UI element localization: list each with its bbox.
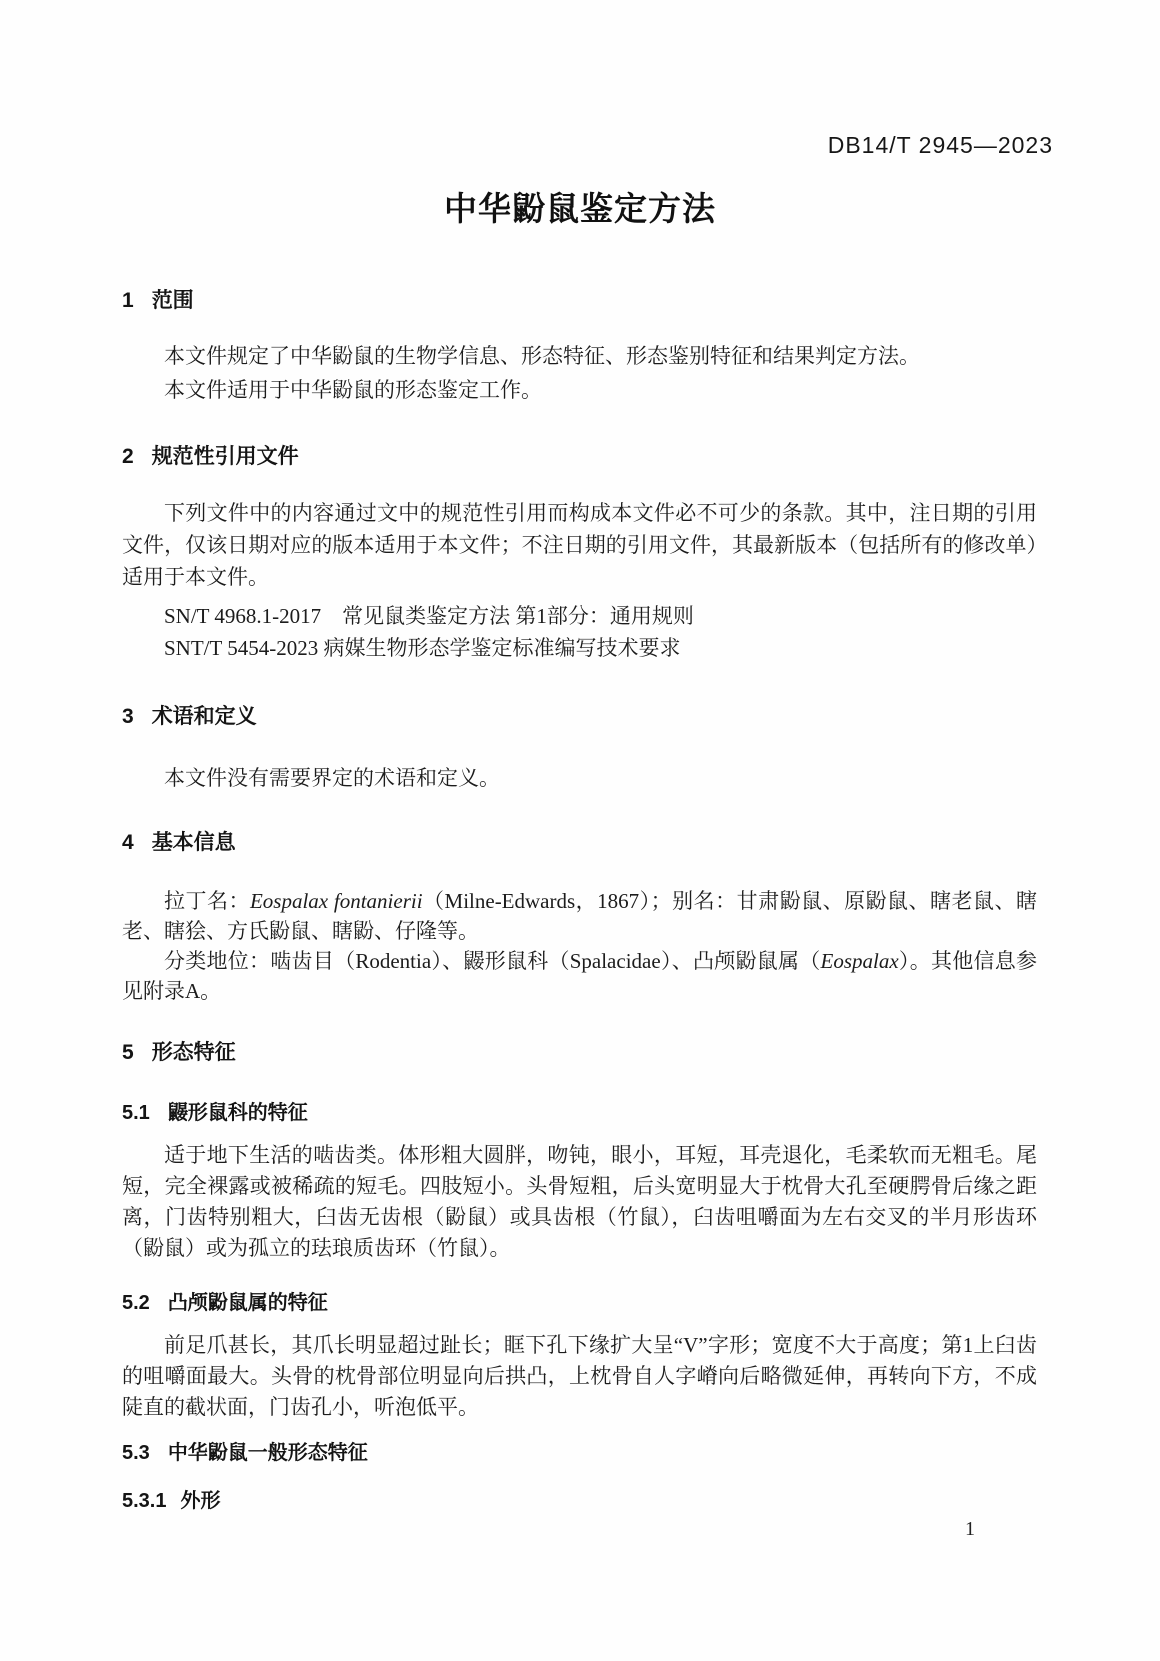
section-5-1-number: 5.1 [122,1102,150,1124]
normative-reference-1: SN/T 4968.1-2017 常见鼠类鉴定方法 第1部分：通用规则 [164,604,694,628]
section-4-title: 基本信息 [151,831,236,854]
section-1-heading [122,284,1038,314]
section-5-heading [122,1036,1038,1066]
section-3-title: 术语和定义 [151,705,257,728]
section-5-1-heading [122,1096,1038,1125]
section-4-paragraph-latin [122,886,1037,946]
section-1-paragraph-1: 本文件规定了中华鼢鼠的生物学信息、形态特征、形态鉴别特征和结果判定方法。 [164,344,920,368]
section-5-1-title: 鼹形鼠科的特征 [167,1102,308,1124]
section-5-2-heading [122,1286,1038,1315]
taxonomy-text-2: ）。其他信息参见附录A。 [122,949,1037,1003]
section-5-3-number: 5.3 [122,1442,150,1464]
section-1-paragraph-2: 本文件适用于中华鼢鼠的形态鉴定工作。 [164,378,542,402]
section-5-2-paragraph-1: 前足爪甚长，其爪长明显超过趾长；眶下孔下缘扩大呈“V”字形；宽度不大于高度；第1上臼齿的咀嚼面最大。头骨的枕骨部位明显向后拱凸，上枕骨自人字嵴向后略微延伸，再转向下方，不成陡直的截状面，门齿孔小，听泡低平。 [122,1333,1037,1419]
section-5-3-heading [122,1436,1038,1465]
section-5-3-1-heading [122,1484,1038,1513]
section-4-number: 4 [122,831,134,854]
section-2-title: 规范性引用文件 [151,445,299,468]
page-number: 1 [965,1518,975,1540]
latin-species-name: Eospalax fontanierii [249,889,423,913]
taxonomy-genus-italic: Eospalax [820,949,899,973]
section-5-2-number: 5.2 [122,1292,150,1314]
latin-name-label: 拉丁名： [164,889,250,913]
document-title: 中华鼢鼠鉴定方法 [444,190,716,227]
latin-name-rest: （Milne-Edwards，1867）；别名：甘肃鼢鼠、原鼢鼠、瞎老鼠、瞎老、瞎狯、方氏鼢鼠、瞎鼢、仔隆等。 [122,889,1037,943]
section-5-3-1-title: 外形 [180,1490,221,1512]
section-5-1-paragraph-1: 适于地下生活的啮齿类。体形粗大圆胖，吻钝，眼小，耳短，耳壳退化，毛柔软而无粗毛。尾短，完全裸露或被稀疏的短毛。四肢短小。头骨短粗，后头宽明显大于枕骨大孔至硬腭骨后缘之距离，门齿特别粗大，臼齿无齿根（鼢鼠）或具齿根（竹鼠），臼齿咀嚼面为左右交叉的半月形齿环（鼢鼠）或为孤立的珐琅质齿环（竹鼠）。 [122,1143,1037,1260]
section-5-2-title: 凸颅鼢鼠属的特征 [167,1292,328,1314]
section-4-heading [122,826,1038,856]
section-5-3-title: 中华鼢鼠一般形态特征 [167,1442,368,1464]
taxonomy-text-1: 分类地位：啮齿目（Rodentia）、鼹形鼠科（Spalacidae）、凸颅鼢鼠属（ [164,949,821,973]
section-3-heading [122,700,1038,730]
section-1-number: 1 [122,289,134,312]
section-2-heading [122,440,1038,470]
section-5-3-1-number: 5.3.1 [122,1490,167,1512]
section-2-number: 2 [122,445,134,468]
section-4-paragraph-taxonomy [122,946,1037,1006]
section-2-paragraph-1: 下列文件中的内容通过文中的规范性引用而构成本文件必不可少的条款。其中，注日期的引用文件，仅该日期对应的版本适用于本文件；不注日期的引用文件，其最新版本（包括所有的修改单）适用于本文件。 [122,501,1037,589]
section-1-title: 范围 [151,289,194,312]
normative-reference-2: SNT/T 5454-2023 病媒生物形态学鉴定标准编写技术要求 [164,636,681,660]
standard-number: DB14/T 2945—2023 [827,132,1053,158]
section-3-paragraph-1: 本文件没有需要界定的术语和定义。 [164,766,500,790]
section-5-number: 5 [122,1041,134,1064]
section-3-number: 3 [122,705,134,728]
section-5-title: 形态特征 [151,1041,236,1064]
